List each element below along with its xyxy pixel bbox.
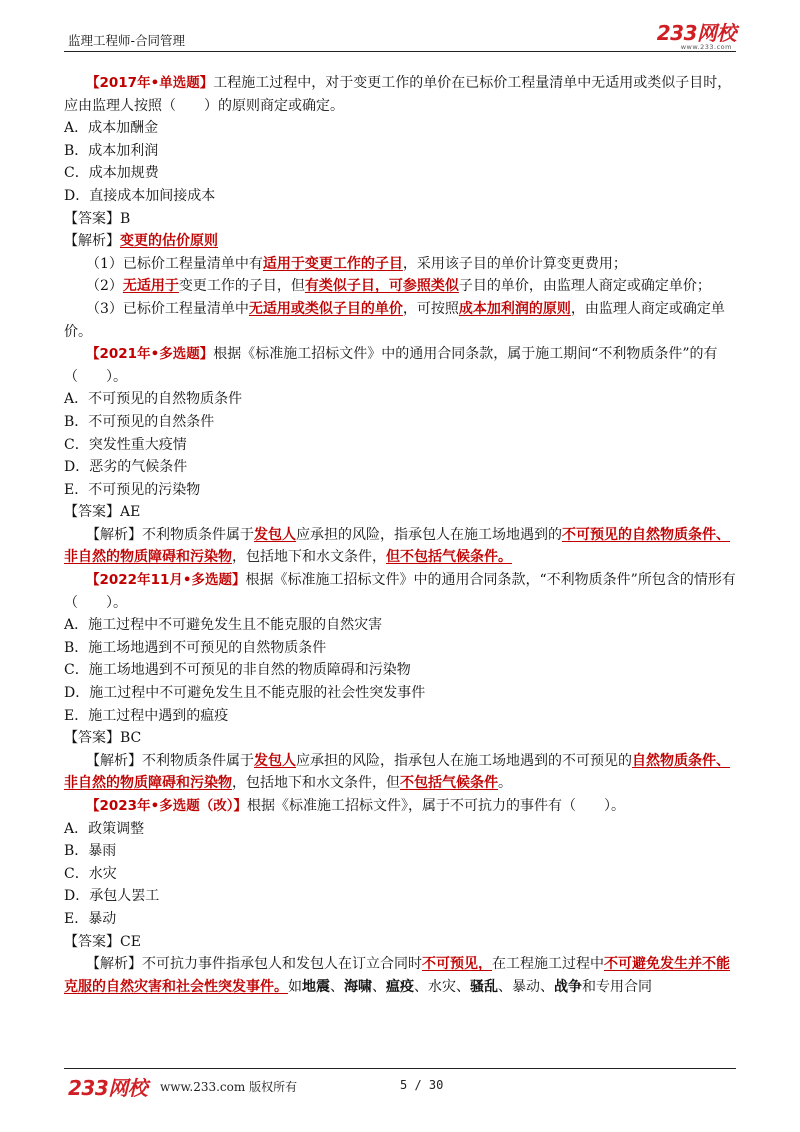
- option: A．政策调整: [64, 820, 145, 837]
- header-title: 监理工程师-合同管理: [68, 33, 186, 48]
- option: D．施工过程中不可避免发生且不能克服的社会性突发事件: [64, 685, 426, 702]
- answer: 【答案】BC: [64, 730, 142, 747]
- option: B．施工场地遇到不可预见的自然物质条件: [64, 639, 327, 656]
- question-stem: 【2022年11月•多选题】根据《标准施工招标文件》中的通用合同条款，“不利物质条件”所包含的情形有（ ）。: [64, 572, 736, 611]
- option: E．暴动: [64, 910, 117, 927]
- question-tag: 【2022年11月•多选题】: [86, 572, 246, 589]
- page-number: 5 / 30: [400, 1078, 444, 1092]
- question-tag: 【2021年•多选题】: [86, 346, 214, 363]
- analysis-line: （3）已标价工程量清单中无适用或类似子目的单价，可按照成本加利润的原则，由监理人商定或确定单价。: [64, 300, 725, 340]
- option: B．不可预见的自然条件: [64, 413, 215, 430]
- option: A．施工过程中不可避免发生且不能克服的自然灾害: [64, 617, 383, 634]
- footer-copyright: www.233.com 版权所有: [160, 1080, 298, 1094]
- analysis-line: （2）无适用于变更工作的子目，但有类似子目，可参照类似子目的单价，由监理人商定或确定单价；: [86, 278, 711, 295]
- option: C．突发性重大疫情: [64, 436, 187, 453]
- question-stem: 【2017年•单选题】工程施工过程中，对于变更工作的单价在已标价工程量清单中无适用或类似子目时，应由监理人按照（ ）的原则商定或确定。: [64, 75, 732, 114]
- option: D．承包人罢工: [64, 888, 160, 905]
- answer: 【答案】CE: [64, 933, 141, 950]
- option: C．施工场地遇到不可预见的非自然的物质障碍和污染物: [64, 662, 411, 679]
- option: C．成本加规费: [64, 165, 159, 182]
- footer-logo: 233网校: [68, 1076, 148, 1100]
- question-stem: 【2023年•多选题（改）】根据《标准施工招标文件》，属于不可抗力的事件有（ ）。: [86, 798, 625, 814]
- document-body: [64, 72, 736, 998]
- answer: 【答案】AE: [64, 504, 141, 521]
- analysis-line: 【解析】不利物质条件属于发包人应承担的风险，指承包人在施工场地遇到的不可预见的自然物质条件、非自然的物质障碍和污染物，包括地下和水文条件，但不包括气候条件。: [64, 752, 730, 792]
- option: E．施工过程中遇到的瘟疫: [64, 707, 229, 724]
- brand-logo: [636, 22, 736, 50]
- analysis-line: 【解析】不可抗力事件指承包人和发包人在订立合同时不可预见，在工程施工过程中不可避免发生并不能克服的自然灾害和社会性突发事件。如地震、海啸、瘟疫、水灾、骚乱、暴动、战争和专用合同: [64, 956, 730, 995]
- footer-divider: [64, 1068, 736, 1069]
- analysis-line: （1）已标价工程量清单中有适用于变更工作的子目，采用该子目的单价计算变更费用；: [86, 255, 627, 272]
- question-stem: 【2021年•多选题】根据《标准施工招标文件》中的通用合同条款，属于施工期间“不利物质条件”的有（ ）。: [64, 346, 718, 385]
- analysis-line: 【解析】不利物质条件属于发包人应承担的风险，指承包人在施工场地遇到的不可预见的自然物质条件、非自然的物质障碍和污染物，包括地下和水文条件，但不包括气候条件。: [64, 526, 730, 566]
- option: A．不可预见的自然物质条件: [64, 391, 243, 408]
- analysis-heading: 【解析】变更的估价原则: [64, 233, 218, 250]
- option: D．恶劣的气候条件: [64, 459, 188, 476]
- option: C．水灾: [64, 865, 117, 882]
- option: A．成本加酬金: [64, 120, 159, 137]
- option: D．直接成本加间接成本: [64, 187, 216, 204]
- question-tag: 【2023年•多选题（改）】: [86, 798, 247, 814]
- option: B．暴雨: [64, 843, 117, 860]
- answer: 【答案】B: [64, 210, 131, 227]
- logo-text: 233网校: [656, 21, 736, 45]
- logo-url: www.233.com: [680, 43, 732, 51]
- header-divider: [64, 51, 736, 52]
- question-tag: 【2017年•单选题】: [86, 75, 214, 91]
- option: E．不可预见的污染物: [64, 481, 201, 498]
- option: B．成本加利润: [64, 142, 159, 159]
